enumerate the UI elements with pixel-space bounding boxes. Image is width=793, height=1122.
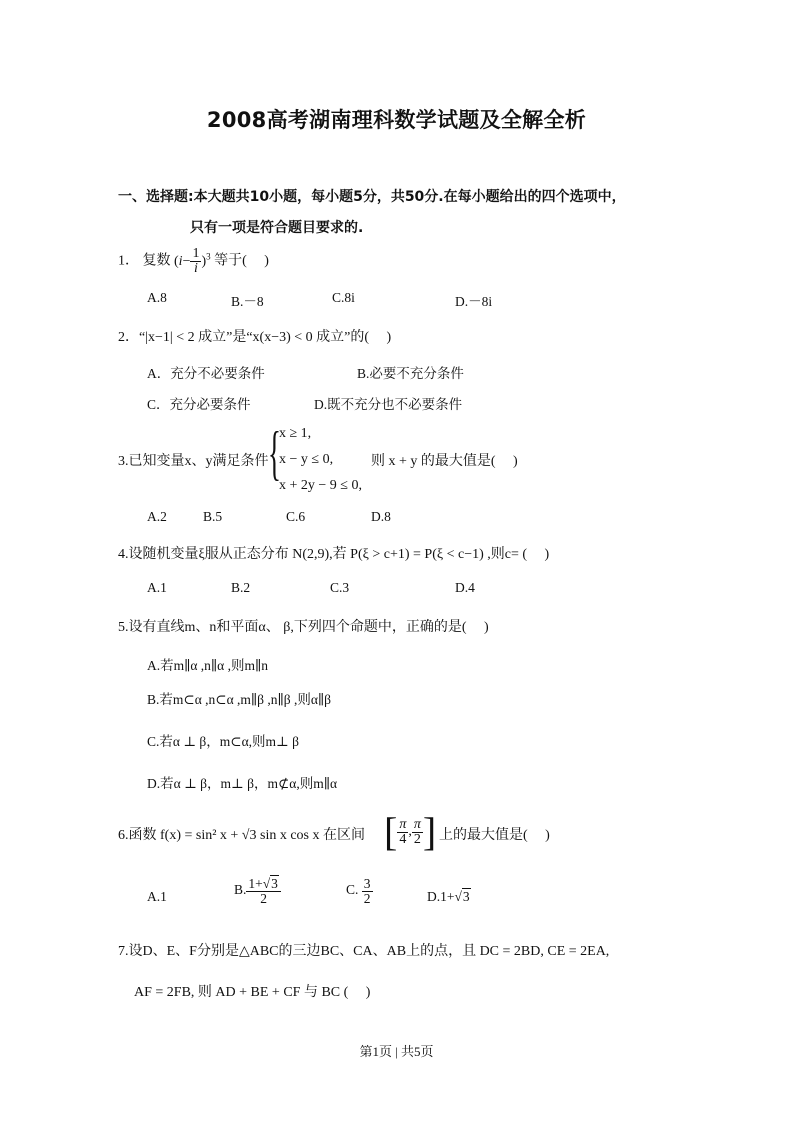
option-b: B.5 bbox=[203, 509, 223, 524]
option-a: A.若m∥α ,n∥α ,则m∥n bbox=[147, 658, 268, 673]
question-6-suffix: 上的最大值是( ) bbox=[439, 828, 550, 843]
question-number: 4. bbox=[118, 547, 129, 562]
option-c: C.3 bbox=[330, 580, 350, 595]
inequality-system bbox=[279, 421, 362, 499]
option-a: A.1 bbox=[147, 889, 167, 904]
question-number: 5. bbox=[118, 620, 129, 635]
question-4 bbox=[118, 543, 549, 563]
option-d: D.既不充分也不必要条件 bbox=[314, 397, 463, 412]
inequality-2: x − y ≤ 0, bbox=[279, 452, 334, 467]
option-c: C. $\frac{3}{2}$ bbox=[346, 876, 371, 906]
question-stem-suffix: 等于( ) bbox=[214, 253, 269, 269]
question-number: 2． bbox=[118, 330, 139, 345]
option-c: C．充分必要条件 bbox=[147, 397, 251, 412]
question-number: 6. bbox=[118, 828, 129, 843]
page-indicator: 第1页 | 共5页 bbox=[359, 1044, 434, 1059]
option-b: B.－8 bbox=[231, 294, 264, 309]
option-d: D.若α ⊥ β，m⊥ β，m⊄α,则m∥α bbox=[147, 776, 338, 791]
option-d: D.8 bbox=[371, 509, 391, 524]
system-brace: { bbox=[268, 420, 281, 486]
question-number: 1． bbox=[118, 253, 139, 269]
question-stem-line1: 设D、E、F分别是△ABC的三边BC、CA、AB上的点，且 DC = 2BD, CE = 2EA, bbox=[128, 944, 610, 959]
option-c: C.6 bbox=[286, 509, 306, 524]
option-d: D.1+√3 bbox=[427, 889, 470, 904]
math-expression: (i− $\frac{1}{i}$ )$^3$ bbox=[174, 246, 211, 276]
question-3-suffix: 则 x + y 的最大值是( ) bbox=[371, 454, 518, 469]
option-a: A.8 bbox=[147, 290, 167, 305]
section-heading-line1: 一、选择题:本大题共10小题，每小题5分，共50分.在每小题给出的四个选项中， bbox=[118, 189, 626, 205]
option-a: A.1 bbox=[147, 580, 167, 595]
question-7-line1 bbox=[118, 940, 609, 960]
question-7-line2: AF = 2FB, 则 AD + BE + CF 与 BC ( ) bbox=[134, 985, 371, 1000]
document-title: 2008高考湖南理科数学试题及全解全析 bbox=[206, 108, 587, 132]
option-d: D.4 bbox=[455, 580, 475, 595]
question-stem: 设随机变量ξ服从正态分布 N(2,9),若 P(ξ > c+1) = P(ξ < c−1) ,则c= ( ) bbox=[128, 547, 550, 562]
option-b: B.必要不充分条件 bbox=[357, 366, 464, 381]
question-stem-prefix: 已知变量x、y满足条件 bbox=[128, 454, 269, 469]
option-b: B. $\frac{1+√3}{2}$ bbox=[234, 877, 281, 905]
option-b: B.若m⊂α ,n⊂α ,m∥β ,n∥β ,则α∥β bbox=[147, 692, 332, 707]
question-3-prefix bbox=[118, 450, 269, 470]
question-stem: “|x−1| < 2 成立”是“x(x−3) < 0 成立”的( ) bbox=[139, 330, 392, 345]
question-stem: 设有直线m、n和平面α、 β,下列四个命题中，正确的是( ) bbox=[128, 620, 489, 635]
option-b: B.2 bbox=[231, 580, 251, 595]
question-2 bbox=[118, 326, 391, 346]
option-d: D.－8i bbox=[455, 294, 493, 309]
question-stem-prefix: 函数 f(x) = sin² x + √3 sin x cos x 在区间 bbox=[128, 828, 365, 843]
option-c: C.8i bbox=[332, 290, 355, 305]
section-heading-line2: 只有一项是符合题目要求的. bbox=[190, 220, 364, 236]
question-number: 3. bbox=[118, 454, 129, 469]
inequality-3: x + 2y − 9 ≤ 0, bbox=[279, 478, 362, 493]
question-stem-prefix: 复数 bbox=[142, 253, 171, 269]
option-a: A.2 bbox=[147, 509, 167, 524]
question-1 bbox=[118, 247, 269, 276]
option-c: C.若α ⊥ β，m⊂α,则m⊥ β bbox=[147, 734, 299, 749]
question-5 bbox=[118, 616, 489, 636]
interval-expression: [ $\frac{\pi}{4}$ , $\frac{\pi}{2}$ ] bbox=[384, 809, 437, 854]
question-number: 7. bbox=[118, 944, 129, 959]
question-6-prefix bbox=[118, 824, 365, 844]
inequality-1: x ≥ 1, bbox=[279, 426, 312, 441]
option-a: A．充分不必要条件 bbox=[147, 366, 265, 381]
